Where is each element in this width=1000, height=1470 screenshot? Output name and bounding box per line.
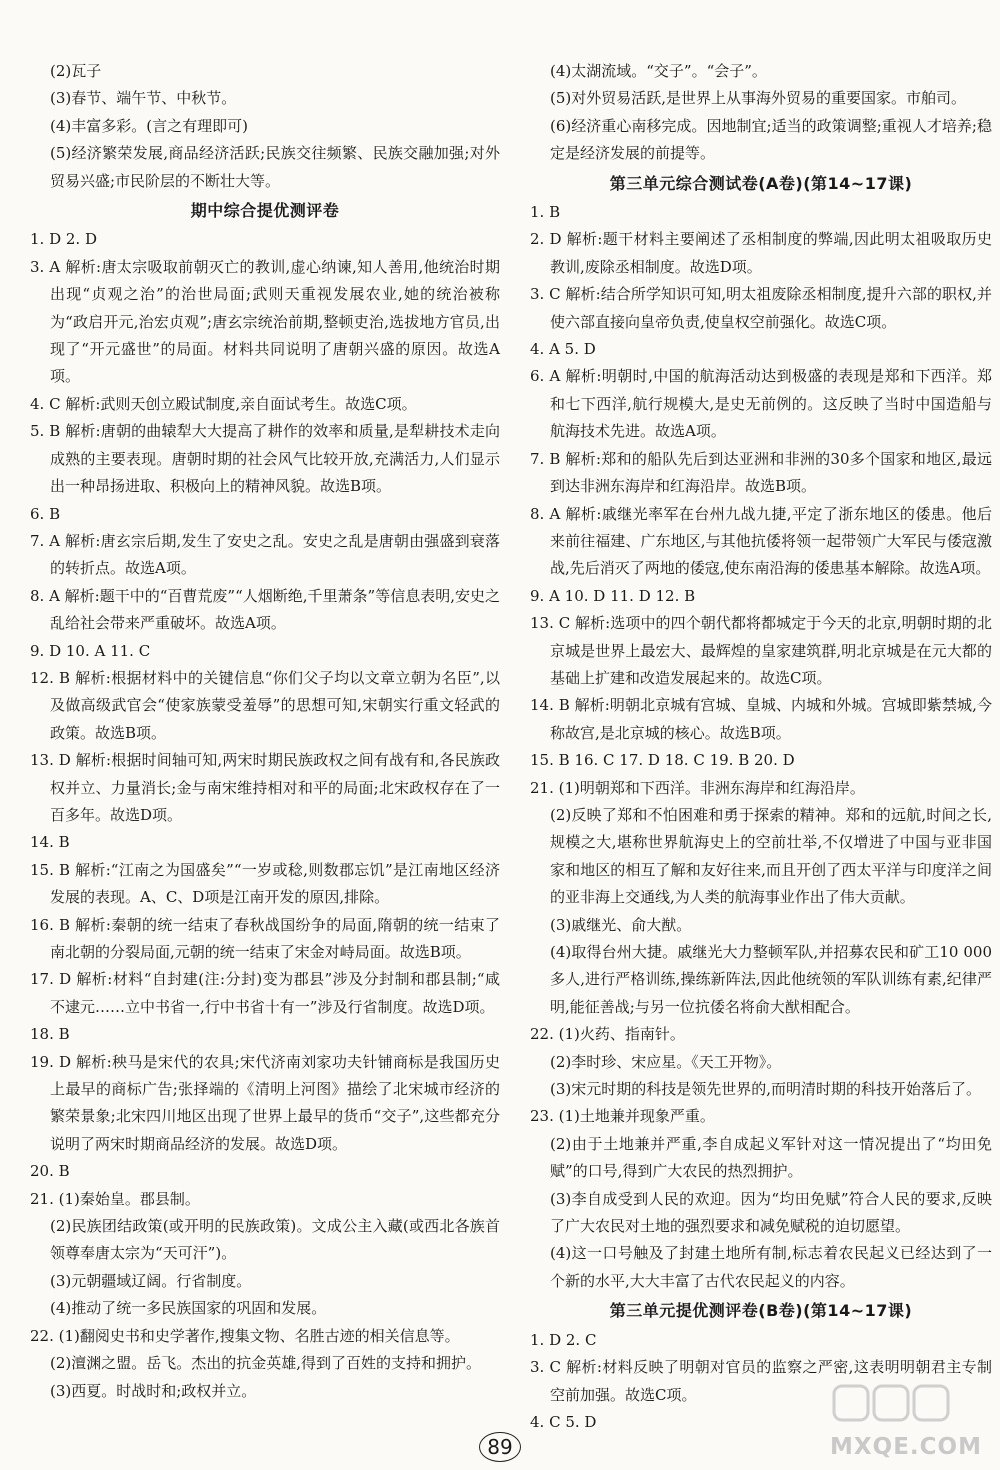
answer-item: 7. B 解析:郑和的船队先后到达亚洲和非洲的30多个国家和地区,最远到达非洲东海岸和红海沿岸。故选B项。 bbox=[530, 449, 992, 496]
right-column bbox=[530, 58, 992, 1436]
answer-item: 12. B 解析:根据材料中的关键信息“你们父子均以文章立朝为名臣”,以及做高级武官会“使家族蒙受羞辱”的思想可知,宋朝实行重文轻武的政策。故选B项。 bbox=[30, 668, 500, 742]
answer-item: 4. A 5. D bbox=[530, 340, 596, 359]
watermark-text: MXQE.COM bbox=[830, 1434, 982, 1460]
answer-item: 3. A 解析:唐太宗吸取前朝灭亡的教训,虚心纳谏,知人善用,他统治时期出现“贞观之治”的治世局面;武则天重视发展农业,她的统治被称为“政启开元,治宏贞观”;唐玄宗统治前期,整顿吏治,选拔地方官员,出现了“开元盛世”的局面。材料共同说明了唐朝兴盛的原因。故选A项。 bbox=[30, 257, 500, 386]
page-number-value: 89 bbox=[479, 1432, 520, 1462]
watermark bbox=[797, 1380, 982, 1460]
answer-item: 14. B bbox=[30, 833, 70, 852]
answer-line: (5)对外贸易活跃,是世界上从事海外贸易的重要国家。市舶司。 bbox=[550, 89, 967, 108]
answer-item: 23. (1)土地兼并现象严重。 bbox=[530, 1107, 715, 1126]
answer-item: 9. A 10. D 11. D 12. B bbox=[530, 586, 696, 605]
answer-item: 15. B 解析:“江南之为国盛矣”“一岁或稔,则数郡忘饥”是江南地区经济发展的表现。A、C、D项是江南开发的原因,排除。 bbox=[30, 860, 500, 907]
answer-item: 22. (1)翻阅史书和史学著作,搜集文物、名胜古迹的相关信息等。 bbox=[30, 1326, 460, 1345]
answer-line: (4)推动了统一多民族国家的巩固和发展。 bbox=[50, 1299, 327, 1318]
section-heading-midterm: 期中综合提优测评卷 bbox=[190, 201, 340, 221]
answer-item: 2. D 解析:题干材料主要阐述了丞相制度的弊端,因此明太祖吸取历史教训,废除丞相制度。故选D项。 bbox=[530, 230, 992, 276]
answer-line: (2)澶渊之盟。岳飞。杰出的抗金英雄,得到了百姓的支持和拥护。 bbox=[50, 1354, 482, 1373]
answer-line: (2)由于土地兼并严重,李自成起义军针对这一情况提出了“均田免赋”的口号,得到广大农民的热烈拥护。 bbox=[550, 1134, 992, 1181]
answer-item: 19. D 解析:秧马是宋代的农具;宋代济南刘家功夫针铺商标是我国历史上最早的商标广告;张择端的《清明上河图》描绘了北宋城市经济的繁荣景象;北宋四川地区出现了世界上最早的货币“交子”,这些都充分说明了两宋时期商品经济的发展。故选D项。 bbox=[30, 1052, 500, 1153]
answer-line: (3)宋元时期的科技是领先世界的,而明清时期的科技开始落后了。 bbox=[550, 1080, 982, 1099]
answer-item: 21. (1)秦始皇。郡县制。 bbox=[30, 1189, 200, 1208]
answer-line: (3)李自成受到人民的欢迎。因为“均田免赋”符合人民的要求,反映了广大农民对土地的强烈要求和减免赋税的迫切愿望。 bbox=[550, 1189, 992, 1236]
answer-item: 8. A 解析:题干中的“百曹荒废”“人烟断绝,千里萧条”等信息表明,安史之乱给社会带来严重破坏。故选A项。 bbox=[30, 586, 500, 633]
watermark-logo-icon bbox=[832, 1380, 952, 1428]
answer-line: (2)民族团结政策(或开明的民族政策)。文成公主入藏(或西北各族首领尊奉唐太宗为“天可汗”)。 bbox=[50, 1217, 500, 1263]
answer-item: 15. B 16. C 17. D 18. C 19. B 20. D bbox=[530, 751, 795, 770]
page-number bbox=[470, 1432, 530, 1462]
section-heading-unit3-b: 第三单元提优测评卷(B卷)(第14~17课) bbox=[609, 1301, 913, 1321]
answer-item: 1. D 2. C bbox=[530, 1330, 597, 1349]
answer-line: (2)瓦子 bbox=[50, 62, 102, 80]
section-heading-unit3-a: 第三单元综合测试卷(A卷)(第14~17课) bbox=[609, 173, 913, 193]
answer-item: 9. D 10. A 11. C bbox=[30, 641, 151, 660]
answer-line: (2)李时珍、宋应星。《天工开物》。 bbox=[550, 1052, 782, 1071]
answer-line: (3)春节、端午节、中秋节。 bbox=[50, 89, 237, 108]
answer-item: 21. (1)明朝郑和下西洋。非洲东海岸和红海沿岸。 bbox=[530, 778, 865, 797]
answer-item: 17. D 解析:材料“自封建(注:分封)变为郡县”涉及分封制和郡县制;“咸不逮元……立中书省一,行中书省十有一”涉及行省制度。故选D项。 bbox=[30, 970, 500, 1016]
answer-line: (3)西夏。时战时和;政权并立。 bbox=[50, 1381, 257, 1400]
answer-item: 1. B bbox=[530, 203, 561, 222]
answer-item: 3. C 解析:材料反映了明朝对官员的监察之严密,这表明明朝君主专制空前加强。故选C项。 bbox=[530, 1358, 992, 1404]
answer-item: 18. B bbox=[30, 1025, 70, 1044]
answer-item: 6. B bbox=[30, 504, 61, 523]
answer-item: 7. A 解析:唐玄宗后期,发生了安史之乱。安史之乱是唐朝由强盛到衰落的转折点。故选A项。 bbox=[30, 531, 500, 578]
answer-line: (6)经济重心南移完成。因地制宜;适当的政策调整;重视人才培养;稳定是经济发展的前提等。 bbox=[550, 116, 992, 163]
answer-line: (2)反映了郑和不怕困难和勇于探索的精神。郑和的远航,时间之长,规模之大,堪称世界航海史上的空前壮举,不仅增进了中国与亚非国家和地区的相互了解和友好往来,而且开创了西太平洋与印度洋之间的亚非海上交通线,为人类的航海事业作出了伟大贡献。 bbox=[550, 805, 992, 907]
answer-line: (4)这一口号触及了封建土地所有制,标志着农民起义已经达到了一个新的水平,大大丰富了古代农民起义的内容。 bbox=[550, 1244, 992, 1290]
answer-line: (5)经济繁荣发展,商品经济活跃;民族交往频繁、民族交融加强;对外贸易兴盛;市民阶层的不断壮大等。 bbox=[50, 144, 500, 190]
answer-line: (4)太湖流域。“交子”。“会子”。 bbox=[550, 62, 767, 80]
answer-line: (3)元朝疆域辽阔。行省制度。 bbox=[50, 1271, 252, 1290]
left-column bbox=[30, 58, 500, 1405]
answer-item: 16. B 解析:秦朝的统一结束了春秋战国纷争的局面,隋朝的统一结束了南北朝的分裂局面,元朝的统一结束了宋金对峙局面。故选B项。 bbox=[30, 915, 500, 961]
answer-line: (4)丰富多彩。(言之有理即可) bbox=[50, 116, 248, 135]
answer-item: 22. (1)火药、指南针。 bbox=[530, 1025, 685, 1044]
answer-line: (4)取得台州大捷。戚继光大力整顿军队,并招募农民和矿工10 000多人,进行严格训练,操练新阵法,因此他统领的军队训练有素,纪律严明,能征善战;与另一位抗倭名将俞大猷相配合。 bbox=[550, 943, 992, 1016]
answer-item: 6. A 解析:明朝时,中国的航海活动达到极盛的表现是郑和下西洋。郑和七下西洋,航行规模大,是史无前例的。这反映了当时中国造船与航海技术先进。故选A项。 bbox=[530, 367, 992, 441]
answer-item: 4. C 5. D bbox=[530, 1412, 597, 1431]
answer-item: 13. D 解析:根据时间轴可知,两宋时期民族政权之间有战有和,各民族政权并立、力量消长;金与南宋维持相对和平的局面;北宋政权存在了一百多年。故选D项。 bbox=[30, 751, 500, 824]
answer-item: 8. A 解析:戚继光率军在台州九战九捷,平定了浙东地区的倭患。他后来前往福建、广东地区,与其他抗倭将领一起带领广大军民与倭寇激战,先后消灭了两地的倭寇,使东南沿海的倭患基本解除。故选A项。 bbox=[530, 504, 992, 578]
answer-item: 20. B bbox=[30, 1162, 70, 1181]
answer-item: 4. C 解析:武则天创立殿试制度,亲自面试考生。故选C项。 bbox=[30, 394, 417, 413]
answer-item: 5. B 解析:唐朝的曲辕犁大大提高了耕作的效率和质量,是犁耕技术走向成熟的主要表现。唐朝时期的社会风气比较开放,充满活力,人们显示出一种昂扬进取、积极向上的精神风貌。故选B项。 bbox=[30, 422, 500, 496]
answer-line: (3)戚继光、俞大猷。 bbox=[550, 915, 692, 934]
answer-item: 14. B 解析:明朝北京城有宫城、皇城、内城和外城。宫城即紫禁城,今称故宫,是北京城的核心。故选B项。 bbox=[530, 696, 992, 742]
answer-item: 1. D 2. D bbox=[30, 230, 97, 249]
answer-item: 13. C 解析:选项中的四个朝代都将都城定于今天的北京,明朝时期的北京城是世界上最宏大、最辉煌的皇家建筑群,明北京城是在元大都的基础上扩建和改造发展起来的。故选C项。 bbox=[530, 614, 992, 687]
answer-item: 3. C 解析:结合所学知识可知,明太祖废除丞相制度,提升六部的职权,并使六部直接向皇帝负责,使皇权空前强化。故选C项。 bbox=[530, 285, 992, 331]
